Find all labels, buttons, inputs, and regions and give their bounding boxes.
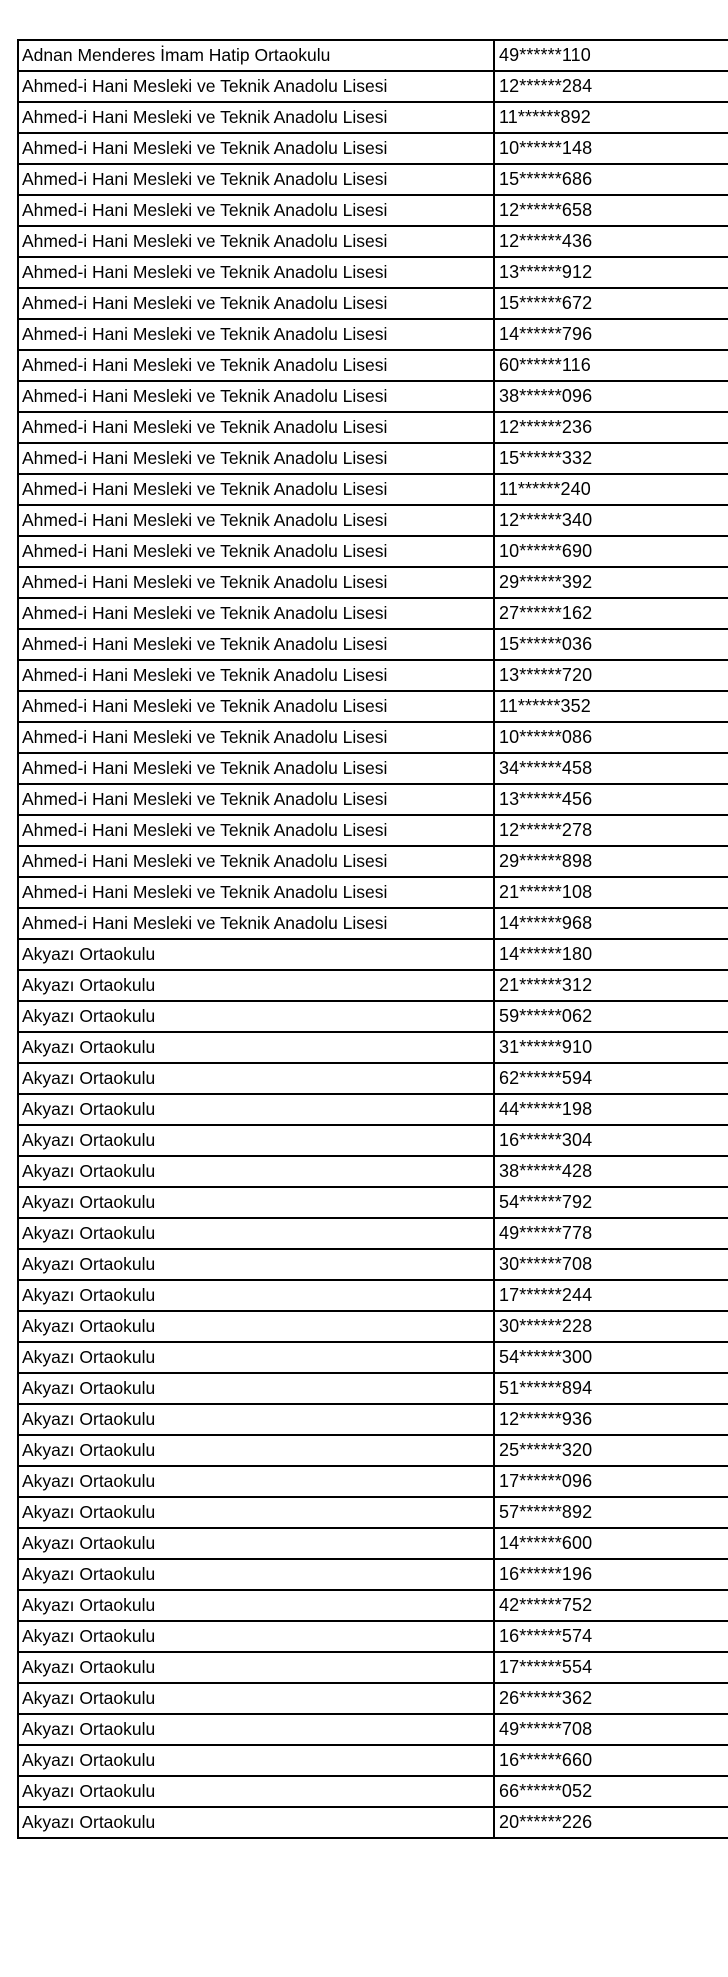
school-name-cell: Ahmed-i Hani Mesleki ve Teknik Anadolu Lisesi: [18, 164, 494, 195]
masked-id-cell: 29******898: [494, 846, 728, 877]
table-row: [18, 1249, 728, 1280]
table-row: [18, 1497, 728, 1528]
school-name-cell: Akyazı Ortaokulu: [18, 1280, 494, 1311]
table-row: [18, 1094, 728, 1125]
school-name-cell: Akyazı Ortaokulu: [18, 1404, 494, 1435]
school-name-cell: Ahmed-i Hani Mesleki ve Teknik Anadolu Lisesi: [18, 908, 494, 939]
school-name-cell: Ahmed-i Hani Mesleki ve Teknik Anadolu Lisesi: [18, 505, 494, 536]
masked-id-cell: 42******752: [494, 1590, 728, 1621]
school-name-cell: Ahmed-i Hani Mesleki ve Teknik Anadolu Lisesi: [18, 412, 494, 443]
school-name-cell: Akyazı Ortaokulu: [18, 1094, 494, 1125]
school-name-cell: Adnan Menderes İmam Hatip Ortaokulu: [18, 40, 494, 71]
masked-id-cell: 25******320: [494, 1435, 728, 1466]
school-name-cell: Akyazı Ortaokulu: [18, 1590, 494, 1621]
table-row: [18, 1218, 728, 1249]
masked-id-cell: 13******456: [494, 784, 728, 815]
school-name-cell: Akyazı Ortaokulu: [18, 1714, 494, 1745]
masked-id-cell: 16******574: [494, 1621, 728, 1652]
table-row: [18, 350, 728, 381]
table-row: [18, 319, 728, 350]
table-row: [18, 1776, 728, 1807]
table-row: [18, 877, 728, 908]
school-name-cell: Akyazı Ortaokulu: [18, 970, 494, 1001]
table-row: [18, 970, 728, 1001]
school-name-cell: Ahmed-i Hani Mesleki ve Teknik Anadolu Lisesi: [18, 381, 494, 412]
school-name-cell: Akyazı Ortaokulu: [18, 1497, 494, 1528]
table-row: [18, 1714, 728, 1745]
masked-id-cell: 21******312: [494, 970, 728, 1001]
masked-id-cell: 15******332: [494, 443, 728, 474]
school-name-cell: Ahmed-i Hani Mesleki ve Teknik Anadolu Lisesi: [18, 443, 494, 474]
masked-id-cell: 12******658: [494, 195, 728, 226]
masked-id-cell: 12******936: [494, 1404, 728, 1435]
school-name-cell: Akyazı Ortaokulu: [18, 1001, 494, 1032]
masked-id-cell: 21******108: [494, 877, 728, 908]
table-row: [18, 1063, 728, 1094]
school-name-cell: Ahmed-i Hani Mesleki ve Teknik Anadolu Lisesi: [18, 846, 494, 877]
table-row: [18, 1032, 728, 1063]
school-name-cell: Ahmed-i Hani Mesleki ve Teknik Anadolu Lisesi: [18, 319, 494, 350]
table-row: [18, 567, 728, 598]
masked-id-cell: 15******672: [494, 288, 728, 319]
table-row: [18, 1590, 728, 1621]
school-name-cell: Ahmed-i Hani Mesleki ve Teknik Anadolu Lisesi: [18, 784, 494, 815]
table-row: [18, 1187, 728, 1218]
table-row: [18, 71, 728, 102]
masked-id-cell: 66******052: [494, 1776, 728, 1807]
table-row: [18, 412, 728, 443]
masked-id-cell: 13******912: [494, 257, 728, 288]
masked-id-cell: 38******428: [494, 1156, 728, 1187]
table-row: [18, 1156, 728, 1187]
table-row: [18, 722, 728, 753]
table-row: [18, 40, 728, 71]
school-name-cell: Akyazı Ortaokulu: [18, 1466, 494, 1497]
table-row: [18, 1311, 728, 1342]
school-name-cell: Ahmed-i Hani Mesleki ve Teknik Anadolu Lisesi: [18, 598, 494, 629]
school-name-cell: Ahmed-i Hani Mesleki ve Teknik Anadolu Lisesi: [18, 691, 494, 722]
school-name-cell: Ahmed-i Hani Mesleki ve Teknik Anadolu Lisesi: [18, 567, 494, 598]
table-row: [18, 753, 728, 784]
masked-id-cell: 10******148: [494, 133, 728, 164]
table-row: [18, 1404, 728, 1435]
table-row: [18, 1373, 728, 1404]
table-row: [18, 102, 728, 133]
masked-id-cell: 59******062: [494, 1001, 728, 1032]
masked-id-cell: 15******686: [494, 164, 728, 195]
masked-id-cell: 34******458: [494, 753, 728, 784]
masked-id-cell: 12******284: [494, 71, 728, 102]
school-name-cell: Akyazı Ortaokulu: [18, 1311, 494, 1342]
school-name-cell: Akyazı Ortaokulu: [18, 1621, 494, 1652]
masked-id-cell: 30******228: [494, 1311, 728, 1342]
table-row: [18, 133, 728, 164]
masked-id-cell: 49******778: [494, 1218, 728, 1249]
table-row: [18, 598, 728, 629]
masked-id-cell: 14******600: [494, 1528, 728, 1559]
masked-id-cell: 20******226: [494, 1807, 728, 1838]
school-name-cell: Ahmed-i Hani Mesleki ve Teknik Anadolu Lisesi: [18, 257, 494, 288]
school-name-cell: Ahmed-i Hani Mesleki ve Teknik Anadolu Lisesi: [18, 536, 494, 567]
table-row: [18, 288, 728, 319]
masked-id-cell: 17******554: [494, 1652, 728, 1683]
masked-id-cell: 49******708: [494, 1714, 728, 1745]
masked-id-cell: 54******300: [494, 1342, 728, 1373]
table-row: [18, 660, 728, 691]
school-name-cell: Ahmed-i Hani Mesleki ve Teknik Anadolu Lisesi: [18, 195, 494, 226]
student-list-table: [17, 39, 728, 1839]
school-name-cell: Ahmed-i Hani Mesleki ve Teknik Anadolu Lisesi: [18, 877, 494, 908]
school-name-cell: Ahmed-i Hani Mesleki ve Teknik Anadolu Lisesi: [18, 474, 494, 505]
school-name-cell: Ahmed-i Hani Mesleki ve Teknik Anadolu Lisesi: [18, 722, 494, 753]
masked-id-cell: 57******892: [494, 1497, 728, 1528]
table-row: [18, 1125, 728, 1156]
school-name-cell: Ahmed-i Hani Mesleki ve Teknik Anadolu Lisesi: [18, 102, 494, 133]
school-name-cell: Akyazı Ortaokulu: [18, 1776, 494, 1807]
masked-id-cell: 27******162: [494, 598, 728, 629]
table-row: [18, 1745, 728, 1776]
masked-id-cell: 11******352: [494, 691, 728, 722]
table-row: [18, 474, 728, 505]
school-name-cell: Akyazı Ortaokulu: [18, 1156, 494, 1187]
masked-id-cell: 38******096: [494, 381, 728, 412]
school-name-cell: Akyazı Ortaokulu: [18, 1063, 494, 1094]
school-name-cell: Akyazı Ortaokulu: [18, 1559, 494, 1590]
masked-id-cell: 14******968: [494, 908, 728, 939]
school-name-cell: Akyazı Ortaokulu: [18, 1807, 494, 1838]
table-row: [18, 784, 728, 815]
table-row: [18, 1466, 728, 1497]
masked-id-cell: 14******796: [494, 319, 728, 350]
table-row: [18, 1528, 728, 1559]
table-row: [18, 1683, 728, 1714]
masked-id-cell: 17******244: [494, 1280, 728, 1311]
table-row: [18, 1342, 728, 1373]
school-name-cell: Ahmed-i Hani Mesleki ve Teknik Anadolu Lisesi: [18, 133, 494, 164]
masked-id-cell: 11******892: [494, 102, 728, 133]
masked-id-cell: 51******894: [494, 1373, 728, 1404]
school-name-cell: Akyazı Ortaokulu: [18, 1652, 494, 1683]
masked-id-cell: 12******278: [494, 815, 728, 846]
masked-id-cell: 12******436: [494, 226, 728, 257]
masked-id-cell: 17******096: [494, 1466, 728, 1497]
masked-id-cell: 26******362: [494, 1683, 728, 1714]
school-name-cell: Ahmed-i Hani Mesleki ve Teknik Anadolu Lisesi: [18, 71, 494, 102]
table-row: [18, 846, 728, 877]
school-name-cell: Akyazı Ortaokulu: [18, 1032, 494, 1063]
table-row: [18, 629, 728, 660]
masked-id-cell: 14******180: [494, 939, 728, 970]
masked-id-cell: 12******340: [494, 505, 728, 536]
table-row: [18, 164, 728, 195]
school-name-cell: Akyazı Ortaokulu: [18, 939, 494, 970]
table-row: [18, 1807, 728, 1838]
masked-id-cell: 30******708: [494, 1249, 728, 1280]
masked-id-cell: 54******792: [494, 1187, 728, 1218]
table-row: [18, 195, 728, 226]
masked-id-cell: 10******690: [494, 536, 728, 567]
school-name-cell: Ahmed-i Hani Mesleki ve Teknik Anadolu Lisesi: [18, 226, 494, 257]
masked-id-cell: 44******198: [494, 1094, 728, 1125]
school-name-cell: Akyazı Ortaokulu: [18, 1187, 494, 1218]
table-row: [18, 908, 728, 939]
table-row: [18, 257, 728, 288]
masked-id-cell: 49******110: [494, 40, 728, 71]
school-name-cell: Ahmed-i Hani Mesleki ve Teknik Anadolu Lisesi: [18, 629, 494, 660]
school-name-cell: Ahmed-i Hani Mesleki ve Teknik Anadolu Lisesi: [18, 815, 494, 846]
table-row: [18, 1435, 728, 1466]
masked-id-cell: 60******116: [494, 350, 728, 381]
school-name-cell: Ahmed-i Hani Mesleki ve Teknik Anadolu Lisesi: [18, 660, 494, 691]
table-row: [18, 381, 728, 412]
school-name-cell: Akyazı Ortaokulu: [18, 1218, 494, 1249]
school-name-cell: Akyazı Ortaokulu: [18, 1745, 494, 1776]
school-name-cell: Akyazı Ortaokulu: [18, 1528, 494, 1559]
school-name-cell: Akyazı Ortaokulu: [18, 1435, 494, 1466]
table-row: [18, 226, 728, 257]
masked-id-cell: 16******304: [494, 1125, 728, 1156]
masked-id-cell: 62******594: [494, 1063, 728, 1094]
table-row: [18, 1559, 728, 1590]
masked-id-cell: 15******036: [494, 629, 728, 660]
masked-id-cell: 16******660: [494, 1745, 728, 1776]
school-name-cell: Ahmed-i Hani Mesleki ve Teknik Anadolu Lisesi: [18, 288, 494, 319]
school-name-cell: Akyazı Ortaokulu: [18, 1373, 494, 1404]
school-name-cell: Akyazı Ortaokulu: [18, 1125, 494, 1156]
table-row: [18, 1652, 728, 1683]
masked-id-cell: 10******086: [494, 722, 728, 753]
table-row: [18, 443, 728, 474]
school-name-cell: Akyazı Ortaokulu: [18, 1249, 494, 1280]
table-row: [18, 815, 728, 846]
masked-id-cell: 16******196: [494, 1559, 728, 1590]
school-name-cell: Akyazı Ortaokulu: [18, 1683, 494, 1714]
masked-id-cell: 12******236: [494, 412, 728, 443]
school-name-cell: Ahmed-i Hani Mesleki ve Teknik Anadolu Lisesi: [18, 350, 494, 381]
table-row: [18, 1001, 728, 1032]
table-row: [18, 939, 728, 970]
masked-id-cell: 11******240: [494, 474, 728, 505]
masked-id-cell: 29******392: [494, 567, 728, 598]
student-list-table-container: [17, 39, 728, 1839]
table-row: [18, 691, 728, 722]
masked-id-cell: 13******720: [494, 660, 728, 691]
school-name-cell: Ahmed-i Hani Mesleki ve Teknik Anadolu Lisesi: [18, 753, 494, 784]
table-row: [18, 505, 728, 536]
table-row: [18, 1621, 728, 1652]
table-row: [18, 1280, 728, 1311]
table-body: [18, 40, 728, 1838]
masked-id-cell: 31******910: [494, 1032, 728, 1063]
table-row: [18, 536, 728, 567]
school-name-cell: Akyazı Ortaokulu: [18, 1342, 494, 1373]
